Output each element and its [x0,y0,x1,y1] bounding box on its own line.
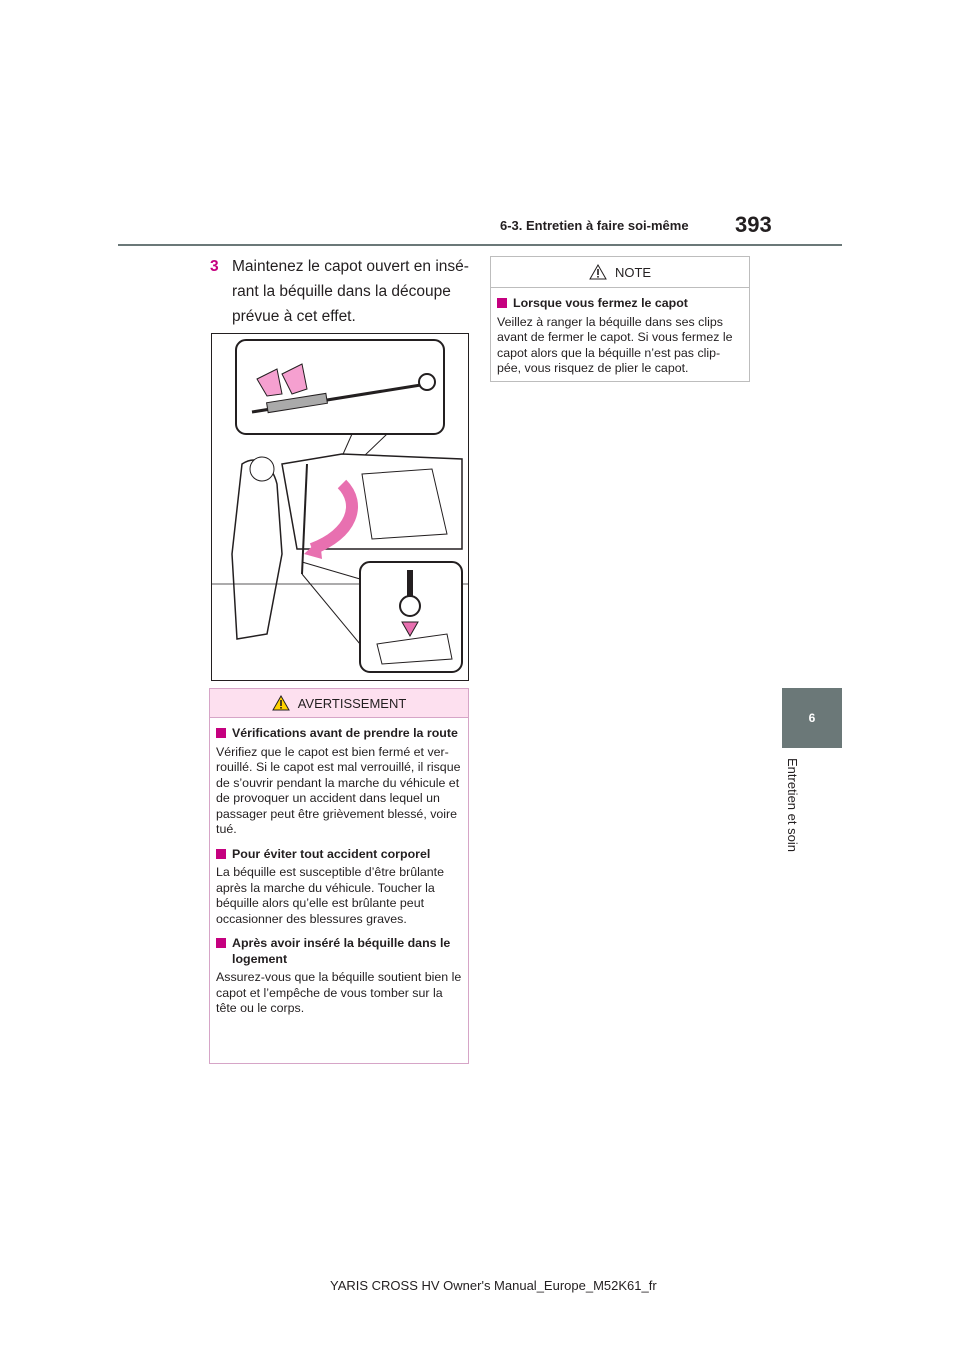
hood-support-rod-illustration [211,333,469,681]
warning-box [209,688,469,1064]
bullet-square-icon [216,728,226,738]
note-item-title: Lorsque vous fermez le capot [497,296,743,312]
bullet-square-icon [216,938,226,948]
illustration-svg [212,334,468,680]
chapter-number: 6 [808,711,816,725]
footer-text: YARIS CROSS HV Owner's Manual_Europe_M52K61_fr [330,1278,657,1293]
chapter-label [785,758,820,858]
bullet-square-icon [497,298,507,308]
warning-item-title: Après avoir inséré la béquille dans le logement [216,936,462,967]
warning-triangle-icon [272,695,290,711]
chapter-label-text: Entretien et soin [785,758,800,852]
warning-item-body: La béquille est susceptible d’être brûlante après la marche du véhicule. Toucher la béquille alors qu’elle est brûlante peut occasionner des blessures graves. [216,865,444,926]
warning-heading-text: AVERTISSEMENT [297,695,407,711]
note-item-body: Veillez à ranger la béquille dans ses clips avant de fermer le capot. Si vous fermez le capot alors que la béquille n’est pas clip-pée, vous risquez de plier le capot. [497,314,733,375]
warning-item-body: Assurez-vous que la béquille soutient bien le capot et l’empêche de vous tomber sur la tête ou le corps. [216,970,462,1015]
header-rule [118,244,842,246]
note-box [490,256,750,382]
caution-triangle-icon [589,264,607,280]
step-number: 3 [210,258,219,275]
page-number: 393 [735,212,772,237]
step-3 [210,254,470,329]
chapter-tab[interactable] [782,688,842,748]
warning-item-title: Pour éviter tout accident corporel [216,847,462,863]
note-heading-text: NOTE [614,264,652,280]
warning-heading [210,689,468,718]
section-title: 6-3. Entretien à faire soi-même [500,218,689,233]
warning-item-body: Vérifiez que le capot est bien fermé et ver-rouillé. Si le capot est mal verrouillé, il risque de s’ouvrir pendant la marche du véhicule et de provoquer un accident dans lequel un passager peut être grièvement blessé, voire tué. [216,744,461,836]
warning-item-title: Vérifications avant de prendre la route [216,726,462,742]
step-text: Maintenez le capot ouvert en insé-rant la béquille dans la découpe prévue à cet effet. [232,258,469,325]
bullet-square-icon [216,849,226,859]
note-heading [491,257,749,288]
